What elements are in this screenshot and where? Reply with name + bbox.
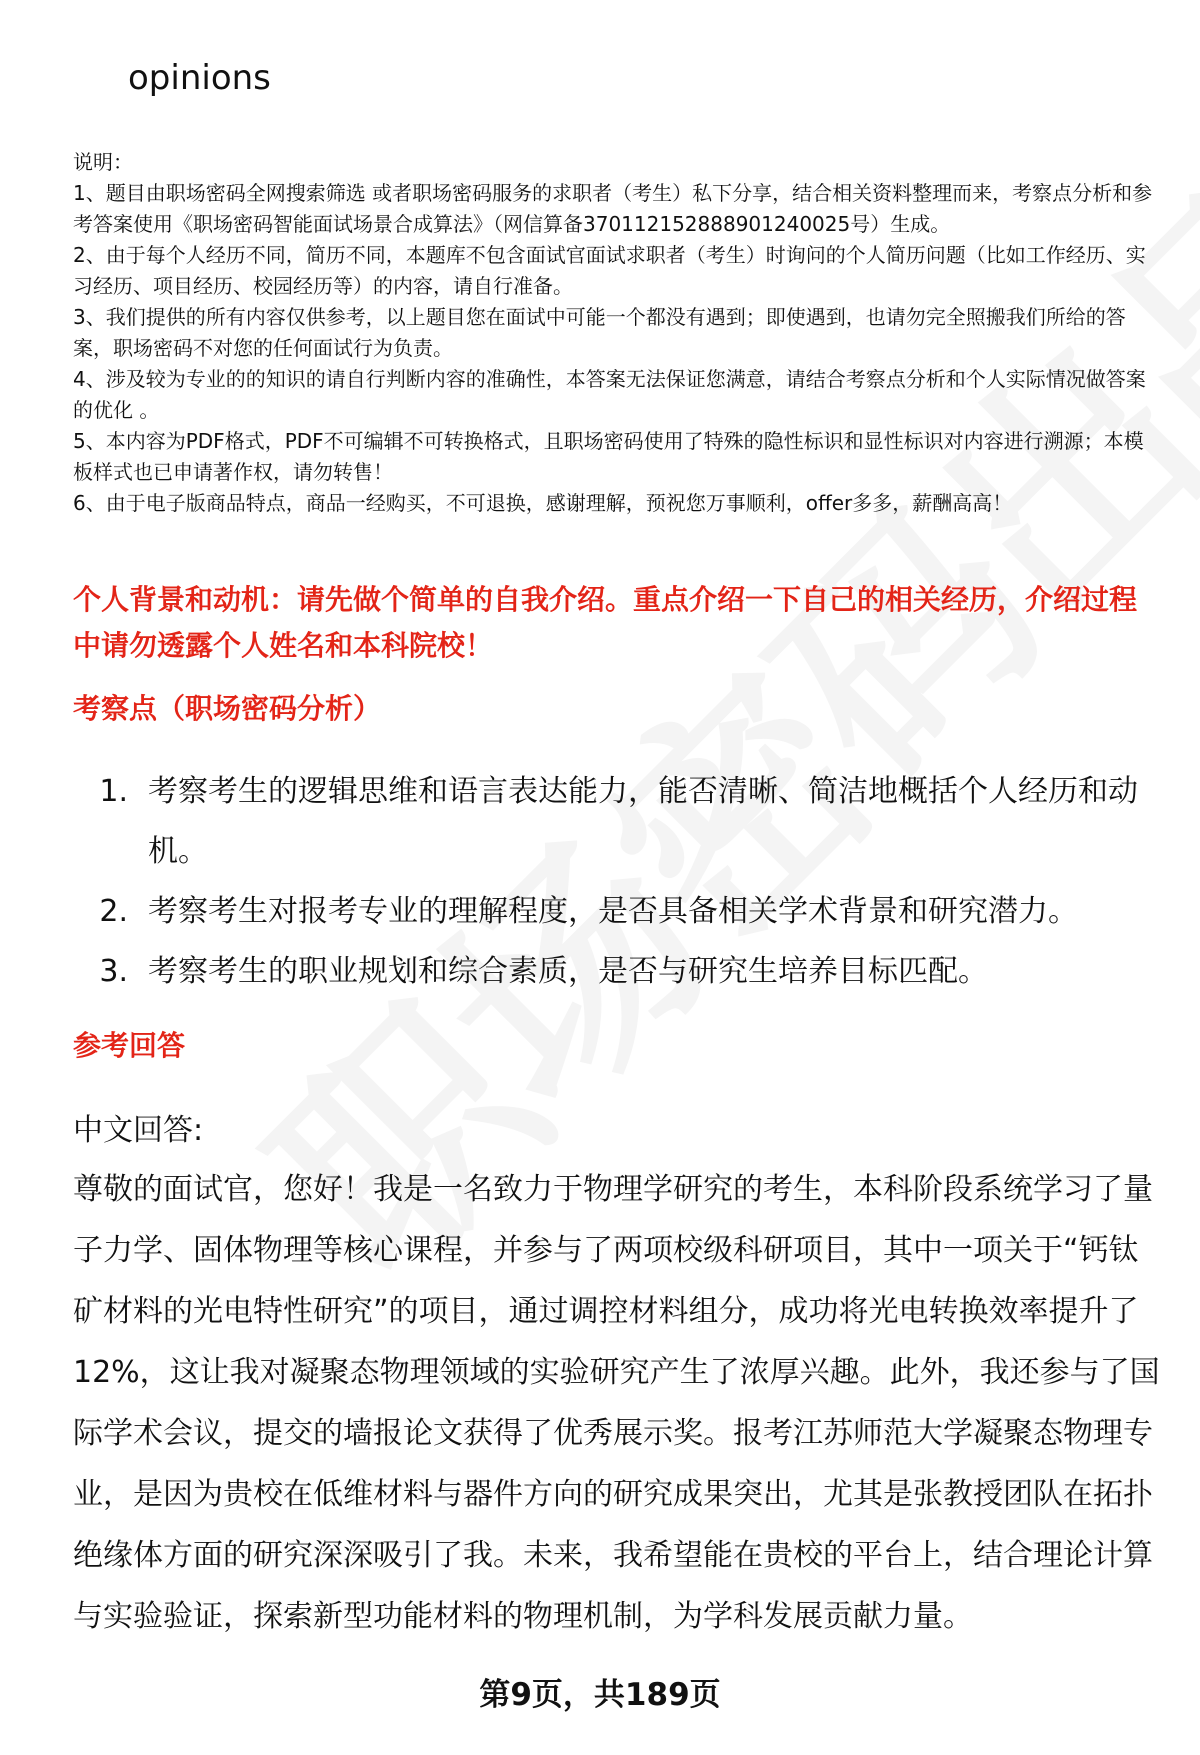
list-item-text: 考察考生对报考专业的理解程度，是否具备相关学术背景和研究潜力。 xyxy=(148,894,1078,929)
notes-title: 说明： xyxy=(73,150,133,174)
list-item xyxy=(73,942,1163,1002)
note-item: 1、题目由职场密码全网搜索筛选 或者职场密码服务的求职者（考生）私下分享，结合相关资料整理而来，考察点分析和参考答案使用《职场密码智能面试场景合成算法》（网信算备370112152888901240025号）生成。 xyxy=(73,181,1153,236)
list-item-text: 考察考生的职业规划和综合素质，是否与研究生培养目标匹配。 xyxy=(148,954,988,989)
page-footer: 第9页，共189页 xyxy=(479,1677,721,1713)
notes-section xyxy=(73,147,1163,519)
answer-text: 尊敬的面试官，您好！我是一名致力于物理学研究的考生，本科阶段系统学习了量子力学、固体物理等核心课程，并参与了两项校级科研项目，其中一项关于“钙钛矿材料的光电特性研究”的项目，通过调控材料组分，成功将光电转换效率提升了12%，这让我对凝聚态物理领域的实验研究产生了浓厚兴趣。此外，我还参与了国际学术会议，提交的墙报论文获得了优秀展示奖。报考江苏师范大学凝聚态物理专业，是因为贵校在低维材料与器件方向的研究成果突出，尤其是张教授团队在拓扑绝缘体方面的研究深深吸引了我。未来，我希望能在贵校的平台上，结合理论计算与实验验证，探索新型功能材料的物理机制，为学科发展贡献力量。 xyxy=(73,1172,1160,1634)
note-item: 2、由于每个人经历不同，简历不同，本题库不包含面试官面试求职者（考生）时询问的个人简历问题（比如工作经历、实习经历、项目经历、校园经历等）的内容，请自行准备。 xyxy=(73,243,1146,298)
list-item-number: 2. xyxy=(99,894,128,929)
answer-label: 中文回答: xyxy=(73,1113,204,1148)
top-word: opinions xyxy=(128,58,271,98)
question-heading: 个人背景和动机：请先做个简单的自我介绍。重点介绍一下自己的相关经历，介绍过程中请勿透露个人姓名和本科院校！ xyxy=(73,583,1138,662)
list-item xyxy=(73,762,1163,882)
list-item-number: 1. xyxy=(99,774,128,809)
note-item: 6、由于电子版商品特点，商品一经购买，不可退换，感谢理解，预祝您万事顺利，offer多多，薪酬高高！ xyxy=(73,491,1013,515)
answer-title: 参考回答 xyxy=(73,1029,186,1062)
list-item-text: 考察考生的逻辑思维和语言表达能力，能否清晰、简洁地概括个人经历和动机。 xyxy=(148,774,1138,869)
note-item: 3、我们提供的所有内容仅供参考，以上题目您在面试中可能一个都没有遇到；即使遇到，也请勿完全照搬我们所给的答案，职场密码不对您的任何面试行为负责。 xyxy=(73,305,1126,360)
list-item xyxy=(73,882,1163,942)
note-item: 5、本内容为PDF格式，PDF不可编辑不可转换格式，且职场密码使用了特殊的隐性标识和显性标识对内容进行溯源；本模板样式也已申请著作权，请勿转售！ xyxy=(73,429,1144,484)
note-item: 4、涉及较为专业的的知识的请自行判断内容的准确性，本答案无法保证您满意，请结合考察点分析和个人实际情况做答案的优化 。 xyxy=(73,367,1146,422)
analysis-title: 考察点（职场密码分析） xyxy=(73,692,382,725)
analysis-points xyxy=(73,762,1163,1002)
list-item-number: 3. xyxy=(99,954,128,989)
